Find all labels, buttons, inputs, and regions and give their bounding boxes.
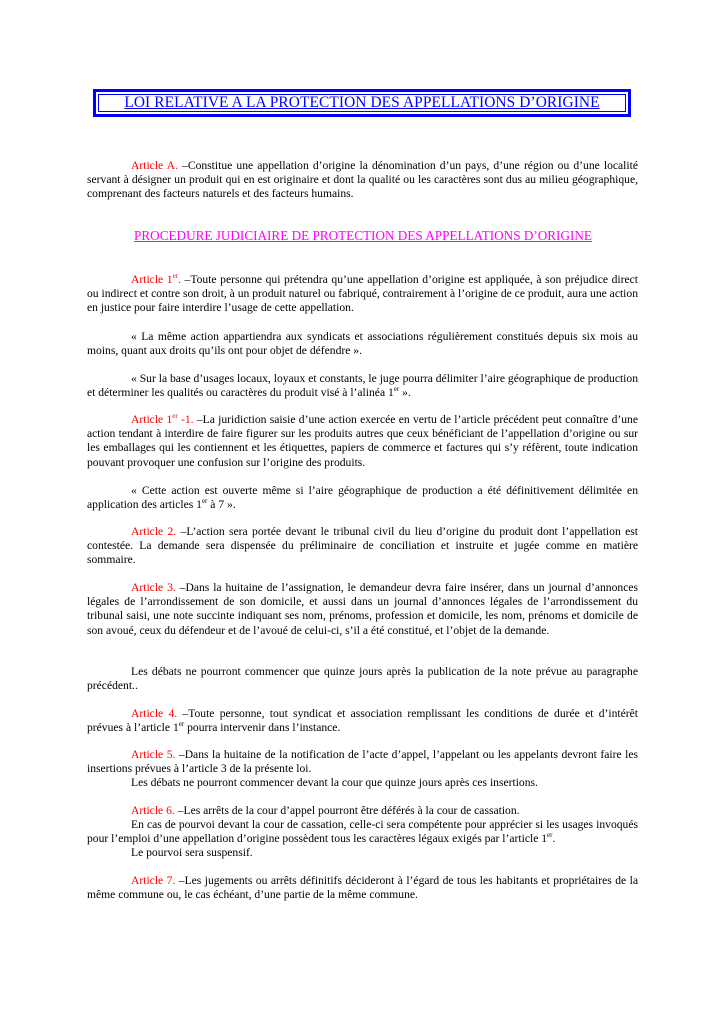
article-6-text: –Les arrêts de la cour d’appel pourront être déférés à la cour de cassation. xyxy=(174,804,520,817)
article-6-paragraph xyxy=(87,804,638,818)
article-1-1-label: Article 1er -1. xyxy=(131,412,194,426)
article-1-paragraph xyxy=(87,273,638,316)
article-a-paragraph xyxy=(87,159,638,202)
article-6-label: Article 6. xyxy=(131,804,175,817)
article-3-paragraph xyxy=(87,581,638,638)
article-3-label: Article 3. xyxy=(131,581,176,594)
document-title: LOI RELATIVE A LA PROTECTION DES APPELLATIONS D’ORIGINE xyxy=(124,94,600,111)
article-5-label: Article 5. xyxy=(131,748,176,761)
article-7-label: Article 7. xyxy=(131,874,176,887)
article-1-paragraph-2: « La même action appartiendra aux syndicats et associations régulièrement constitués depuis six mois au moins, quant aux droits qu’ils ont pour objet de défendre ». xyxy=(87,330,638,358)
article-1-text: –Toute personne qui prétendra qu’une appellation d’origine est appliquée, à son préjudice direct ou indirect et contre son droit, à un produit naturel ou fabriqué, contrairement à l’origine de ce produit, aura une action en justice pour faire interdire l’usage de cette appellation. xyxy=(87,273,639,315)
section-heading: PROCEDURE JUDICIAIRE DE PROTECTION DES APPELLATIONS D’ORIGINE xyxy=(134,228,592,243)
article-5-paragraph-2: Les débats ne pourront commencer devant la cour que quinze jours après ces insertions. xyxy=(131,776,538,789)
title-inner-border xyxy=(98,94,626,112)
article-3-paragraph-2: Les débats ne pourront commencer que quinze jours après la publication de la note prévue au paragraphe précédent.. xyxy=(87,665,638,693)
article-5-text: –Dans la huitaine de la notification de l’acte d’appel, l’appelant ou les appelants devront faire les insertions prévues à l’article 3 de la présente loi. xyxy=(87,748,638,776)
title-box xyxy=(93,89,631,117)
article-2-paragraph xyxy=(87,525,638,568)
article-1-label: Article 1er. xyxy=(131,272,181,286)
article-7-text: –Les jugements ou arrêts définitifs décideront à l’égard de tous les habitants et propriétaires de la même commune ou, le cas échéant, d’une partie de la même commune. xyxy=(87,874,638,902)
article-2-text: –L’action sera portée devant le tribunal civil du lieu d’origine du produit dont l’appellation est contestée. La demande sera dispensée du préliminaire de conciliation et instruite et jugée comme en matière sommaire. xyxy=(87,525,638,567)
article-a-text: –Constitue une appellation d’origine la dénomination d’un pays, d’une région ou d’une localité servant à désigner un produit qui en est originaire et dont la qualité ou les caractères sont dus au milieu géographique, comprenant des facteurs naturels et des facteurs humains. xyxy=(87,159,638,201)
article-7-paragraph xyxy=(87,874,638,902)
article-4-paragraph: Article 4. –Toute personne, tout syndicat et association remplissant les conditions de durée et d’intérêt prévues à l’article 1er pourra intervenir dans l’instance. xyxy=(87,707,638,735)
article-3-text: –Dans la huitaine de l’assignation, le demandeur devra faire insérer, dans un journal d’annonces légales de l’arrondissement de son domicile, et aussi dans un journal d’annonces légales de l’arrondissement du tribunal saisi, une note succinte indiquant ses nom, prénoms, profession et domicile, les nom, prénoms et domicile de son avoué, ceux du défendeur et de l’avoué de celui-ci, s’il a été constitué, et l’objet de la demande. xyxy=(87,581,638,637)
article-6-paragraph-2: En cas de pourvoi devant la cour de cassation, celle-ci sera compétente pour apprécier si les usages invoqués pour l’emploi d’une appellation d’origine possèdent tous les caractères légaux exigés par l’article 1er. xyxy=(87,818,638,846)
article-1-1-paragraph-2: « Cette action est ouverte même si l’aire géographique de production a été définitivement délimitée en application des articles 1er à 7 ». xyxy=(87,484,638,512)
article-1-paragraph-3: « Sur la base d’usages locaux, loyaux et constants, le juge pourra délimiter l’aire géographique de production et déterminer les qualités ou caractères du produit visé à l’alinéa 1er ». xyxy=(87,372,638,400)
article-5-paragraph xyxy=(87,748,638,776)
article-a-label: Article A. xyxy=(131,159,178,172)
article-2-label: Article 2. xyxy=(131,525,177,538)
article-4-label: Article 4. xyxy=(131,707,178,720)
article-6-paragraph-3: Le pourvoi sera suspensif. xyxy=(131,846,253,859)
article-1-1-text: –La juridiction saisie d’une action exercée en vertu de l’article précédent peut connaître d’une action tendant à interdire de faire figurer sur les produits autres que ceux bénéficiant de l’appellation d’origine ou sur les emballages qui les contiennent et les étiquettes, papiers de commerce et factures qui s’y réfèrent, toute indication pouvant provoquer une confusion sur l’origine des produits. xyxy=(87,413,638,469)
article-1-1-paragraph xyxy=(87,413,638,470)
